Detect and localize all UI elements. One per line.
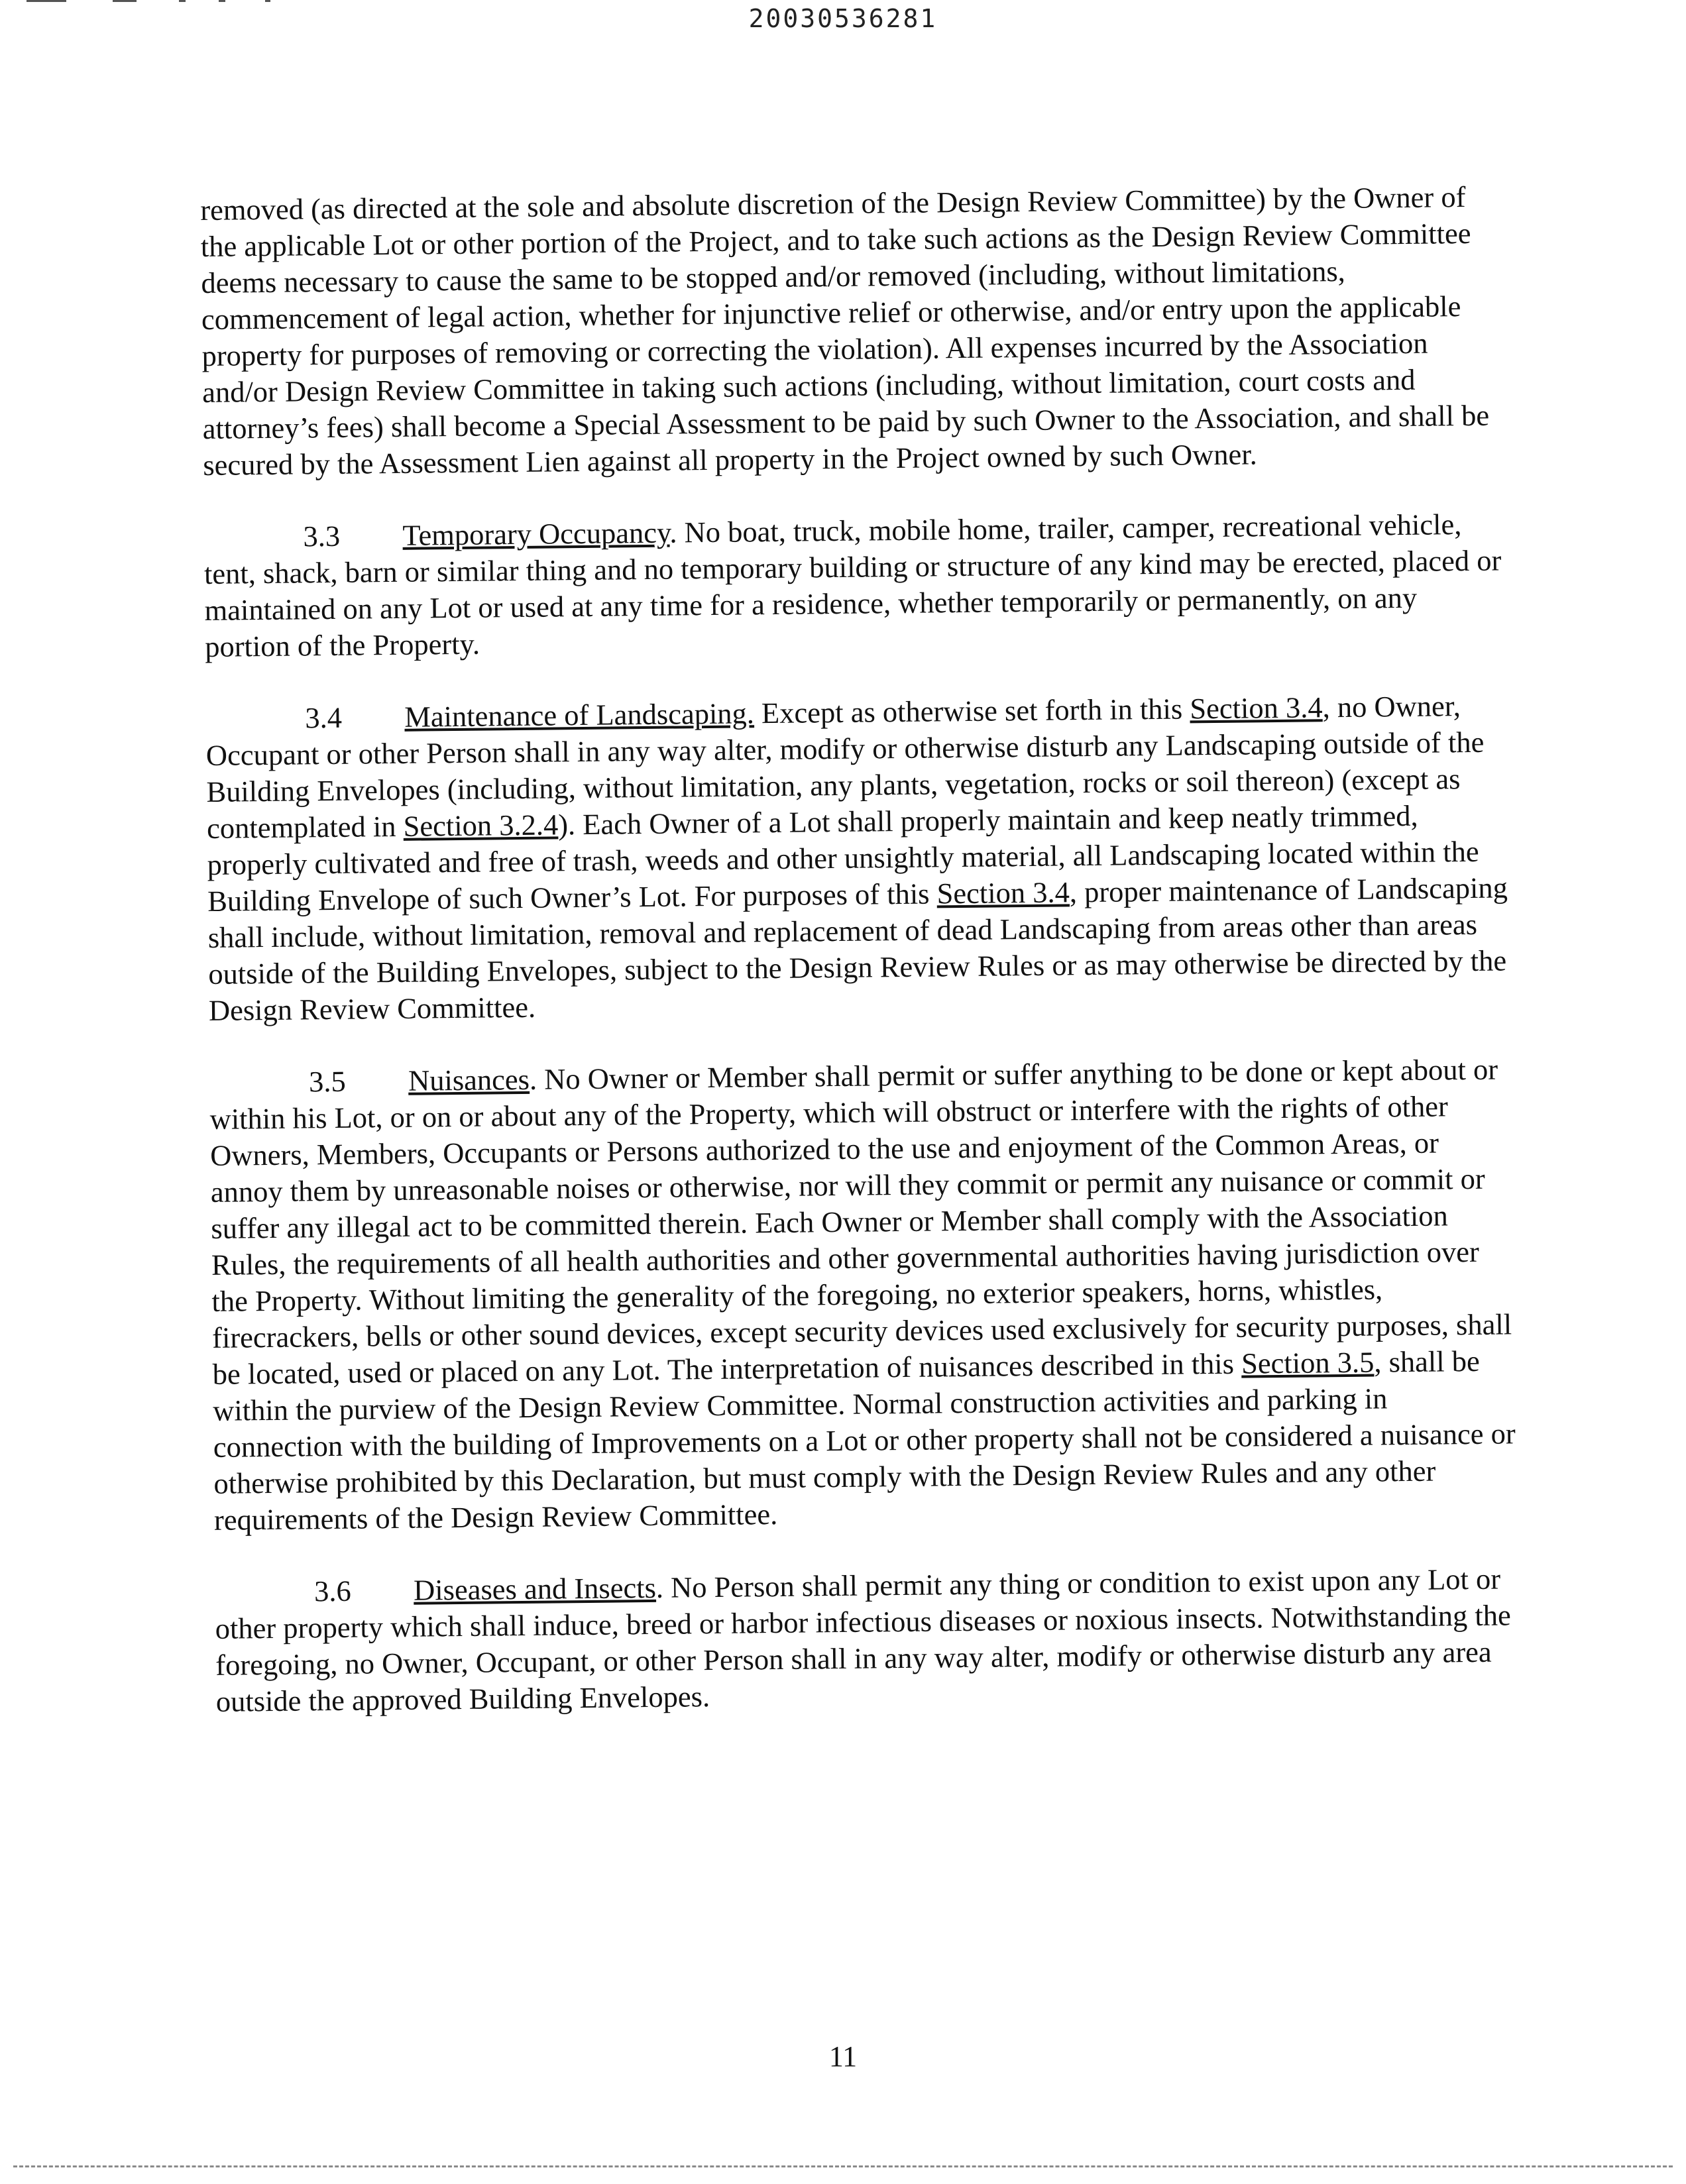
- section-3-6: [215, 1560, 1518, 1720]
- cross-reference: Section 3.4: [936, 875, 1070, 910]
- scan-artifact-bottom: [13, 2165, 1673, 2171]
- document-id: 20030536281: [748, 4, 938, 33]
- section-text: , proper maintenance of Landscaping shall include, without limitation, removal and replacement of dead Landscaping from areas other than areas outside of the Building Envelopes, subject to the Design Review Rules or as may otherwise be directed by the Design Review Committee.: [207, 871, 1508, 1027]
- section-3-5: [209, 1051, 1516, 1539]
- section-heading: Temporary Occupancy: [402, 516, 670, 552]
- section-number: 3.6: [313, 1574, 352, 1608]
- section-heading: Nuisances: [408, 1062, 530, 1097]
- section-3-3: [203, 506, 1507, 665]
- cross-reference: Section 3.2.4: [403, 808, 559, 843]
- cross-reference: Section 3.5: [1241, 1345, 1375, 1380]
- paragraph-continued: [200, 178, 1505, 484]
- section-heading: Maintenance of Landscaping.: [404, 696, 755, 734]
- section-text: . No boat, truck, mobile home, trailer, camper, recreational vehicle, tent, shack, barn or similar thing and no temporary building or structure of any kind may be erected, placed or maintained on any Lot or used at any time for a residence, whether temporarily or permanently, on any portion of the Property.: [203, 508, 1502, 663]
- section-text: , shall be within the purview of the Design Review Committee. Normal construction activities and parking in connection with the building of Improvements on a Lot or other property shall not be considered a nuisance or otherwise prohibited by this Declaration, but must comply with the Design Review Rules and any other requirements of the Design Review Committee.: [212, 1344, 1516, 1537]
- section-number: 3.5: [308, 1064, 346, 1099]
- section-number: 3.3: [303, 519, 341, 553]
- section-heading: Diseases and Insects: [413, 1570, 657, 1607]
- section-3-4: [205, 687, 1511, 1029]
- section-number: 3.4: [305, 700, 343, 735]
- section-text: . No Person shall permit any thing or condition to exist upon any Lot or other property which shall induce, breed or harbor infectious diseases or noxious insects. Notwithstanding the foregoing, no Owner, Occupant, or other Person shall in any way alter, modify or otherwise disturb any area outside the approved Building Envelopes.: [215, 1562, 1511, 1718]
- section-text: ). Each Owner of a Lot shall properly maintain and keep neatly trimmed, properly cultivated and free of trash, weeds and other unsightly material, all Landscaping located within the Building Envelope of such Owner’s Lot. For purposes of this: [207, 798, 1479, 918]
- section-text: Except as otherwise set forth in this: [754, 692, 1190, 730]
- cross-reference: Section 3.4: [1190, 690, 1323, 726]
- section-text: , no Owner, Occupant or other Person shall in any way alter, modify or otherwise disturb any Landscaping outside of the Building Envelopes (including, without limitation, any plants, vegetation, rocks or soil thereon) (except as contemplated in: [205, 689, 1485, 845]
- document-body: [200, 178, 1519, 1755]
- page-number: 11: [828, 2040, 858, 2073]
- paragraph-text: removed (as directed at the sole and absolute discretion of the Design Review Committee) by the Owner of the applicable Lot or other portion of the Project, and to take such actions as the Design Review Committee deems necessary to cause the same to be stopped and/or removed (including, without limitations, commencement of legal action, whether for injunctive relief or otherwise, and/or entry upon the applicable property for purposes of removing or correcting the violation). All expenses incurred by the Association and/or Design Review Committee in taking such actions (including, without limitation, court costs and attorney’s fees) shall become a Special Assessment to be paid by such Owner to the Association, and shall be secured by the Assessment Lien against all property in the Project owned by such Owner.: [200, 180, 1490, 482]
- section-text: . No Owner or Member shall permit or suffer anything to be done or kept about or within his Lot, or on or about any of the Property, which will obstruct or interfere with the rights of other Owners, Members, Occupants or Persons authorized to the use and enjoyment of the Common Areas, or annoy them by unreasonable noises or otherwise, nor will they commit or permit any nuisance or commit or suffer any illegal act to be committed therein. Each Owner or Member shall comply with the Association Rules, the requirements of all health authorities and other governmental authorities having jurisdiction over the Property. Without limiting the generality of the foregoing, no exterior speakers, horns, whistles, firecrackers, bells or other sound devices, except security devices used exclusively for security purposes, shall be located, used or placed on any Lot. The interpretation of nuisances described in this: [209, 1052, 1512, 1391]
